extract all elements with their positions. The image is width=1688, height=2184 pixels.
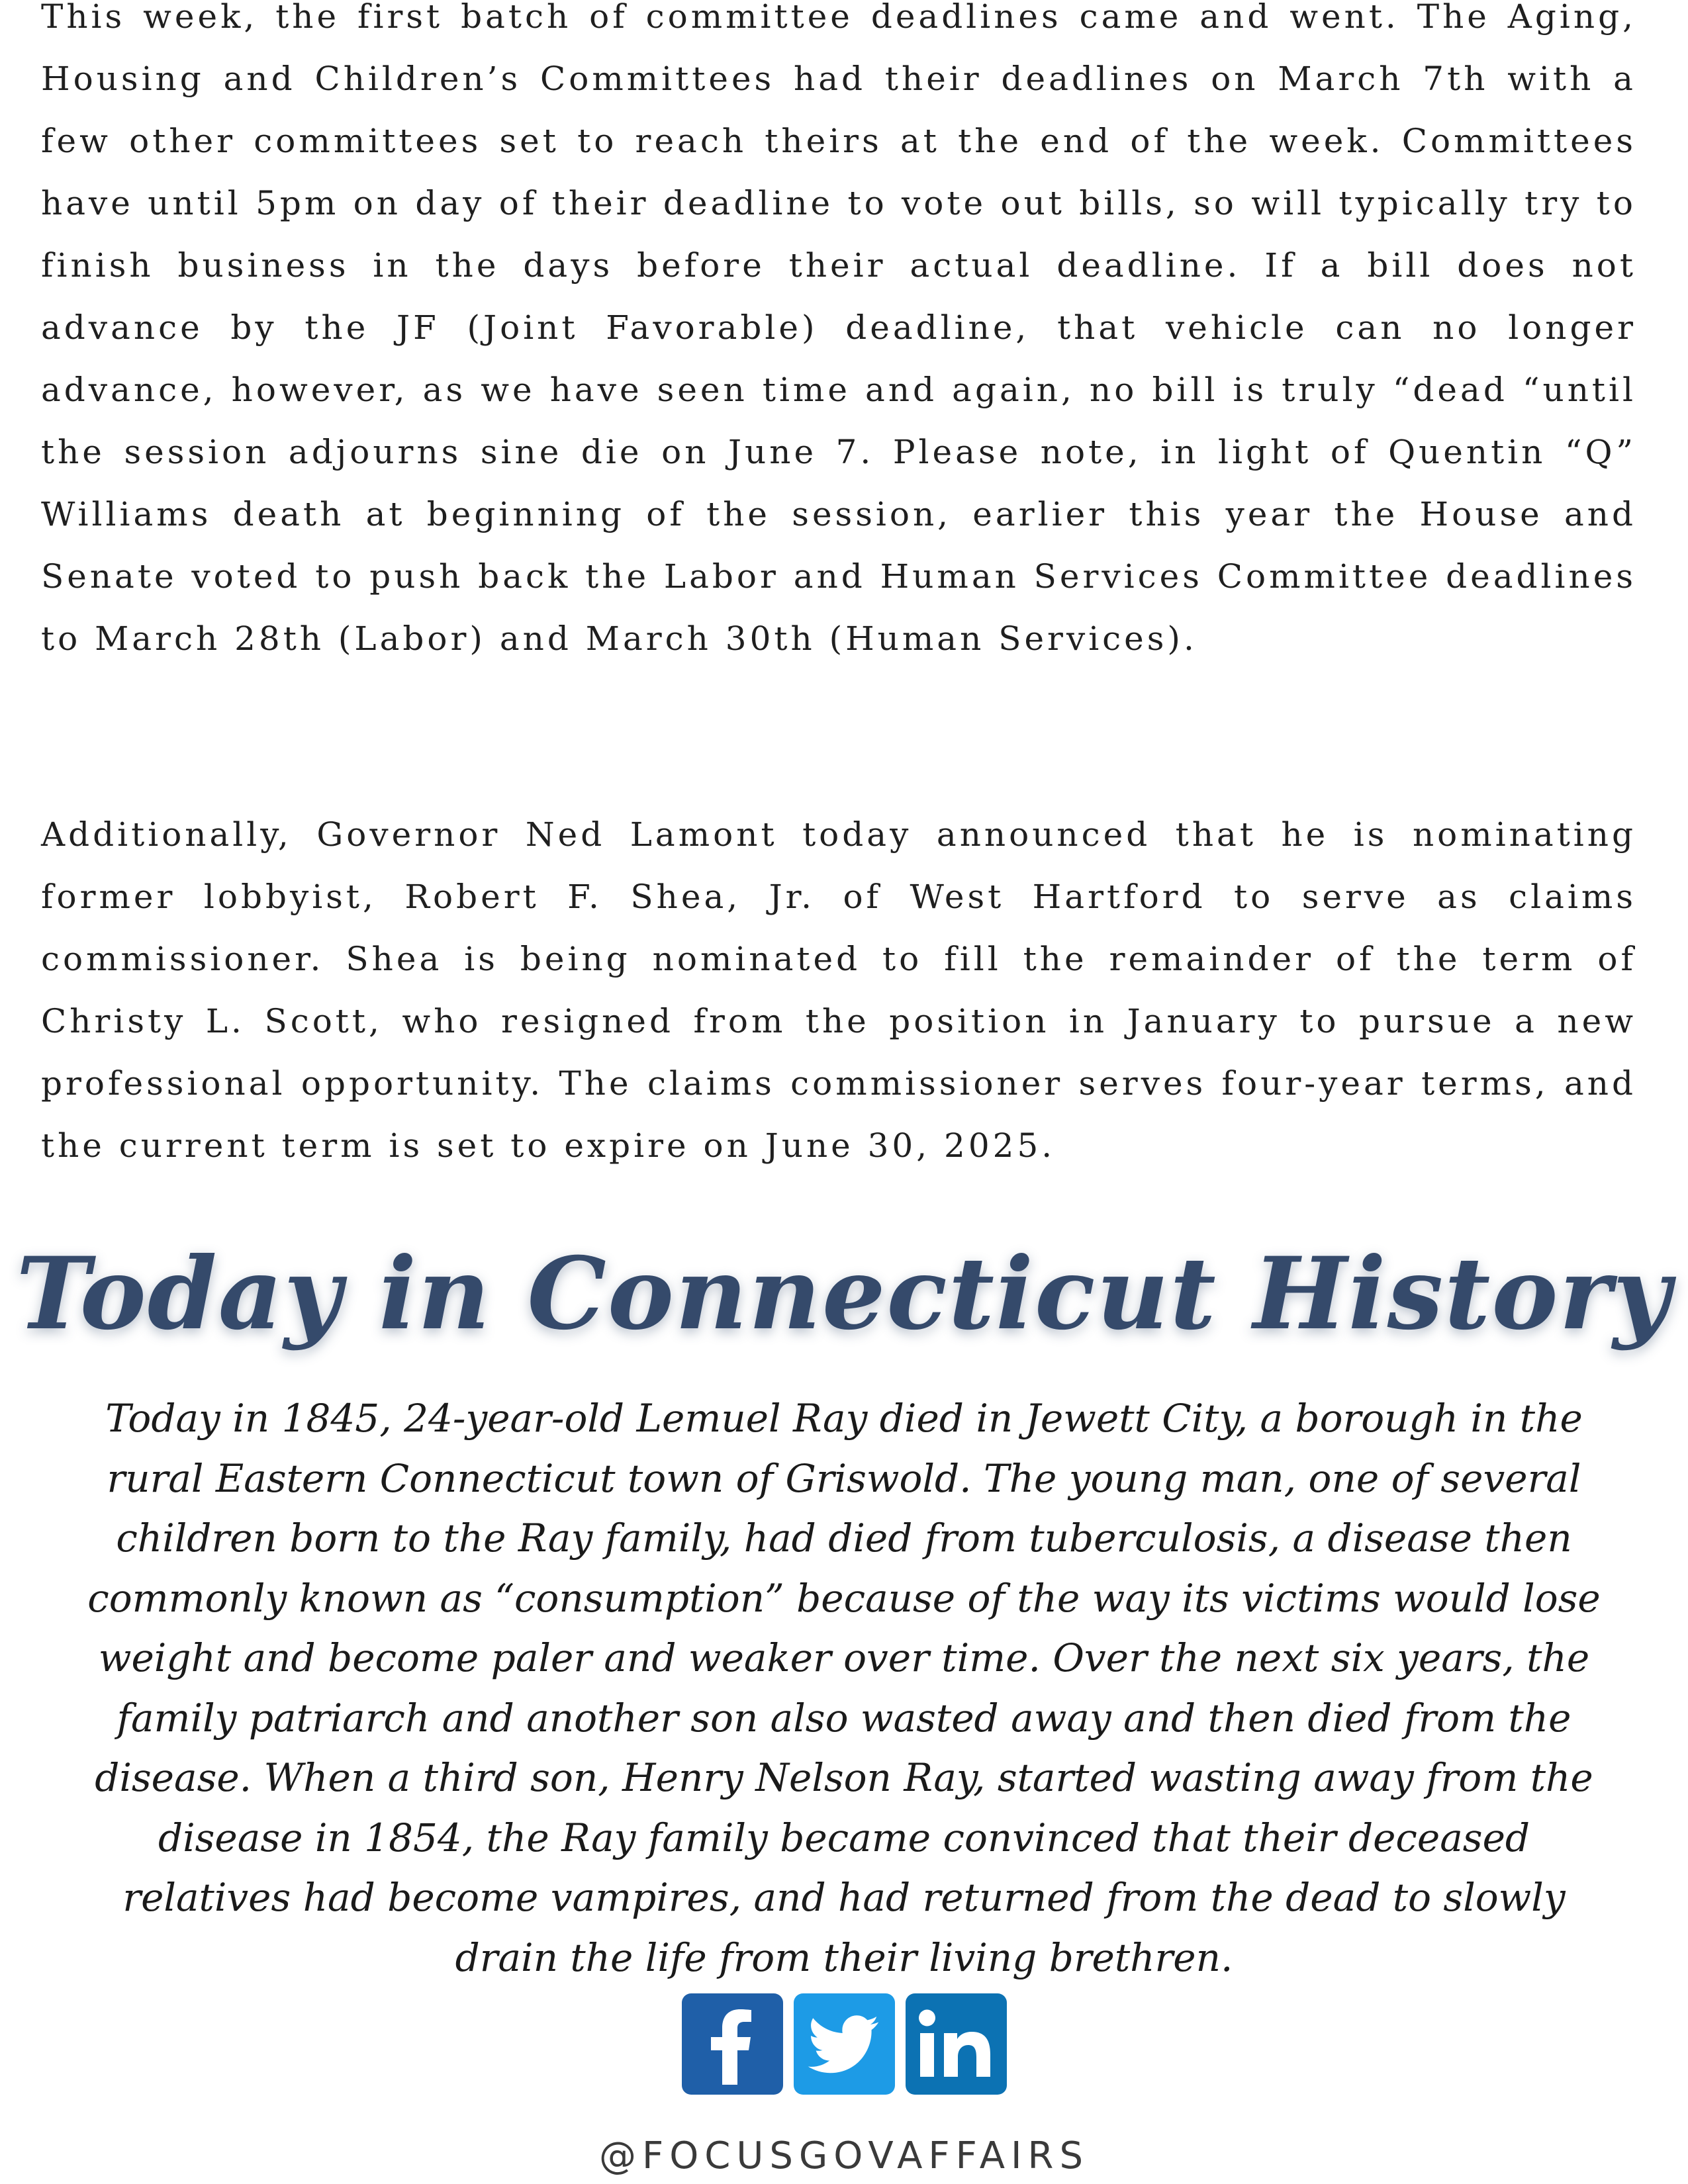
history-title: Today in Connecticut History (16, 1236, 1672, 1352)
social-links (0, 1993, 1688, 2095)
linkedin-icon (906, 1993, 1007, 2095)
article-paragraph-1: This week, the first batch of committee deadlines came and went. The Aging, Housing and Children’s Committees had their deadlines on March 7th with a few other committees set to reach theirs at the end of the week. Committees have until 5pm on day of their deadline to vote out bills, so will typically try to finish business in the days before their actual deadline. If a bill does not advance by the JF (Joint Favorable) deadline, that vehicle can no longer advance, however, as we have seen time and again, no bill is truly “dead “until the session adjourns sine die on June 7. Please note, in light of Quentin “Q” Williams death at beginning of the session, earlier this year the House and Senate voted to push back the Labor and Human Services Committee deadlines to March 28th (Labor) and March 30th (Human Services). (41, 0, 1636, 658)
twitter-icon (794, 1993, 895, 2095)
article-paragraph-2: Additionally, Governor Ned Lamont today announced that he is nominating former lobbyist, Robert F. Shea, Jr. of West Hartford to serve as claims commissioner. Shea is being nominated to fill the remainder of the term of Christy L. Scott, who resigned from the position in January to pursue a new professional opportunity. The claims commissioner serves four-year terms, and the current term is set to expire on June 30, 2025. (41, 815, 1636, 1165)
social-handle: @FOCUSGOVAFFAIRS (598, 2134, 1089, 2177)
facebook-icon (682, 1993, 783, 2095)
linkedin-button[interactable] (906, 1993, 1007, 2095)
twitter-button[interactable] (794, 1993, 895, 2095)
history-text: Today in 1845, 24-year-old Lemuel Ray died in Jewett City, a borough in the rural Eastern Connecticut town of Griswold. The young man, one of several children born to the Ray family, had died from tuberculosis, a disease then commonly known as “consumption” because of the way its victims would lose weight and become paler and weaker over time. Over the next six years, the family patriarch and another son also wasted away and then died from the disease. When a third son, Henry Nelson Ray, started wasting away from the disease in 1854, the Ray family became convinced that their deceased relatives had become vampires, and had returned from the dead to slowly drain the life from their living brethren. (87, 1396, 1601, 1980)
facebook-button[interactable] (682, 1993, 783, 2095)
